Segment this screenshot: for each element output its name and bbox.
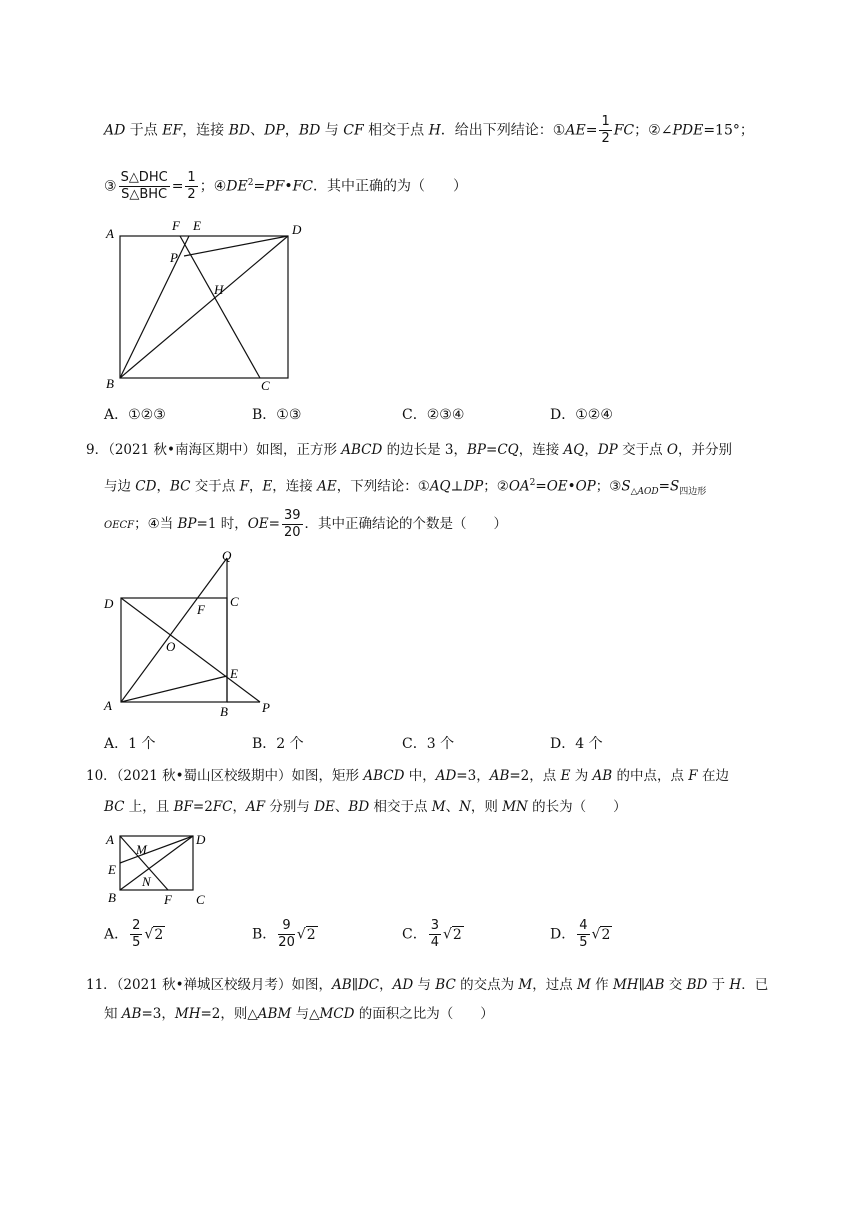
label-E: E: [230, 666, 238, 681]
q11-line2: 知 AB=3，MH=2，则△ABM 与△MCD 的面积之比为（ ）: [104, 1006, 494, 1022]
q9-option-d[interactable]: D．4 个: [550, 736, 603, 752]
q9-figure: [100, 548, 280, 720]
fraction-half: $\frac{1}{2}$: [601, 114, 610, 146]
label-Q: Q: [222, 548, 232, 563]
label-B: B: [220, 704, 228, 719]
label-F: F: [197, 602, 205, 617]
sqrt-icon: √: [591, 926, 601, 943]
label-A: A: [106, 832, 114, 847]
label-E: E: [108, 862, 116, 877]
label-O: O: [166, 639, 176, 654]
q8-option-d[interactable]: D．①②④: [550, 407, 613, 423]
label-A: A: [104, 698, 112, 713]
q9-option-b[interactable]: B．2 个: [252, 736, 304, 752]
label-B: B: [108, 890, 116, 905]
conclusion-2-marker: ②: [648, 122, 661, 139]
q10-option-b[interactable]: B． $\frac{9}{20}$ √2: [252, 918, 316, 950]
label-D: D: [292, 222, 302, 237]
fraction-half-2: $\frac{1}{2}$: [187, 170, 196, 202]
label-F: F: [164, 892, 172, 907]
q10-option-a[interactable]: A． $\frac{2}{5}$ √2: [104, 918, 164, 950]
q10-line1: 10．（2021 秋•蜀山区校级期中）如图，矩形 ABCD 中，AD=3，AB=2，点 E 为 AB 的中点，点 F 在边: [86, 768, 729, 784]
q10-option-c[interactable]: C． $\frac{3}{4}$ √2: [402, 918, 462, 950]
q10-option-d[interactable]: D． $\frac{4}{5}$ √2: [550, 918, 611, 950]
label-H: H: [214, 282, 224, 297]
sqrt-icon: √: [443, 926, 452, 943]
q9-line3: OECF；④当 BP=1 时，OE= $\frac{39}{20}$ ．其中正确结论的个数是（ ）: [104, 508, 508, 540]
label-D: D: [196, 832, 206, 847]
q8-option-a[interactable]: A．①②③: [104, 407, 166, 423]
q8-line2: ③ $\frac{\text{S△DHC}}{\text{S△BHC}}$ = $\frac{1}{2}$ ；$④DE^2=PF•FC$．其中正确的为（ ）: [104, 170, 468, 202]
q10-figure: [100, 828, 220, 912]
label-P: P: [262, 700, 270, 715]
q9-line1: 9．（2021 秋•南海区期中）如图，正方形 ABCD 的边长是 3，BP=CQ，连接 AQ，DP 交于点 O，并分别: [86, 442, 732, 458]
area-ratio-fraction: $\frac{\text{S△DHC}}{\text{S△BHC}}$: [120, 170, 168, 202]
label-D: D: [104, 596, 114, 611]
label-A: A: [106, 226, 114, 241]
label-E: E: [193, 218, 201, 233]
q9-option-c[interactable]: C．3 个: [402, 736, 455, 752]
label-N: N: [142, 874, 151, 889]
label-C: C: [230, 594, 239, 609]
q9-option-a[interactable]: A．1 个: [104, 736, 156, 752]
q8-option-c[interactable]: C．②③④: [402, 407, 465, 423]
q8-option-b[interactable]: B．①③: [252, 407, 302, 423]
sqrt-icon: √: [296, 926, 306, 943]
q9-line2: 与边 CD，BC 交于点 F，E，连接 AE，下列结论：①AQ⊥DP；$②OA^2=OE•OP$；$③S_{\triangle AOD}=S_{四边形}$: [104, 478, 707, 498]
label-P: P: [170, 250, 178, 265]
q11-line1: 11．（2021 秋•禅城区校级月考）如图，AB∥DC，AD 与 BC 的交点为 M，过点 M 作 MH∥AB 交 BD 于 H．已: [86, 977, 769, 993]
label-B: B: [106, 376, 114, 391]
q10-line2: BC 上，且 BF=2FC，AF 分别与 DE、BD 相交于点 M、N，则 MN 的长为（ ）: [104, 799, 627, 815]
conclusion-3-marker: ③: [104, 178, 117, 195]
conclusion-1-marker: ①: [552, 122, 566, 139]
label-F: F: [172, 218, 180, 233]
fraction-39-20: $\frac{39}{20}$: [283, 508, 301, 540]
sqrt-icon: √: [144, 926, 154, 943]
q8-line1: AD 于点 EF，连接 BD、DP，BD 与 CF 相交于点 H．给出下列结论：①AE= $\frac{1}{2}$ FC；②∠PDE=15°；: [104, 114, 754, 146]
conclusion-4-marker: ④: [213, 178, 227, 195]
label-C: C: [261, 378, 270, 393]
q8-figure: [100, 218, 300, 394]
label-M: M: [136, 842, 147, 857]
label-C: C: [196, 892, 205, 907]
